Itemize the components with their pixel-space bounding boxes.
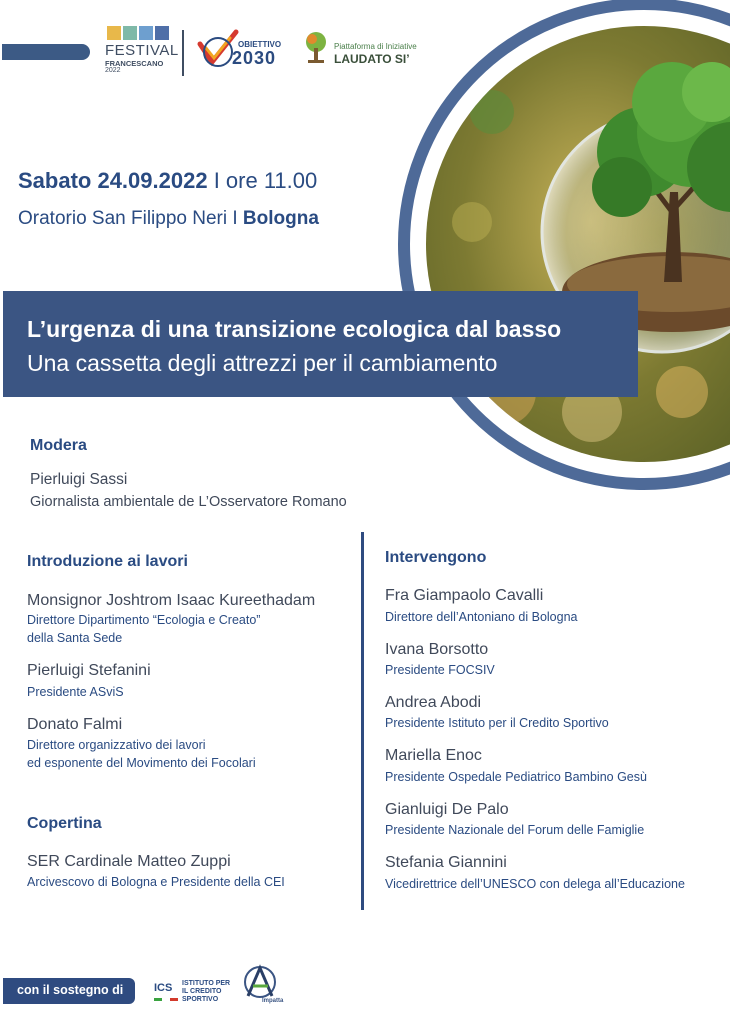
- intro-name-1: Monsignor Joshtrom Isaac Kureethadam: [27, 592, 316, 609]
- impatta-logo-text: Impatta: [262, 998, 284, 1004]
- event-venue-name: Oratorio San Filippo Neri I: [18, 208, 243, 229]
- event-venue: [18, 208, 319, 230]
- header-accent-pill: [2, 44, 90, 60]
- speaker-role-5: Presidente Nazionale del Forum delle Famiglie: [385, 823, 645, 837]
- laudato-logo-line1: Piattaforma di Iniziative: [334, 42, 417, 51]
- support-label-pill: [3, 978, 135, 1004]
- speaker-name-1: Fra Giampaolo Cavalli: [385, 587, 544, 604]
- speaker-name-6: Stefania Giannini: [385, 854, 507, 871]
- intro-role-3a: Direttore organizzativo dei lavori: [27, 738, 206, 752]
- festival-logo-line1: FESTIVAL: [105, 42, 179, 59]
- speaker-role-1: Direttore dell’Antoniano di Bologna: [385, 610, 578, 624]
- obiettivo-2030-logo: [196, 28, 296, 70]
- intro-role-1a: Direttore Dipartimento “Ecologia e Creato”: [27, 613, 261, 627]
- title-banner: [3, 291, 638, 397]
- event-title: L’urgenza di una transizione ecologica dal basso: [27, 316, 562, 342]
- modera-role: Giornalista ambientale de L’Osservatore Romano: [30, 494, 347, 510]
- copertina-heading: Copertina: [27, 815, 102, 832]
- column-divider: [361, 532, 364, 910]
- event-time: I ore 11.00: [207, 168, 318, 193]
- intro-role-3b: ed esponente del Movimento dei Focolari: [27, 756, 256, 770]
- obiettivo-logo-line1: OBIETTIVO: [238, 40, 282, 49]
- intro-name-2: Pierluigi Stefanini: [27, 662, 151, 679]
- copertina-role: Arcivescovo di Bologna e Presidente della CEI: [27, 875, 285, 889]
- logo-divider: [182, 30, 184, 76]
- copertina-name: SER Cardinale Matteo Zuppi: [27, 853, 231, 870]
- speaker-role-3: Presidente Istituto per il Credito Sportivo: [385, 716, 609, 730]
- speaker-name-2: Ivana Borsotto: [385, 641, 489, 658]
- laudato-logo-line2: LAUDATO SI’: [334, 52, 410, 66]
- ics-flag: [154, 998, 178, 1001]
- festival-logo-line2: FRANCESCANO: [105, 59, 164, 68]
- ics-logo-text: ISTITUTO PER IL CREDITO SPORTIVO: [182, 980, 231, 1003]
- intro-role-2: Presidente ASviS: [27, 685, 124, 699]
- festival-logo-blocks: [107, 26, 169, 40]
- ics-logo: [150, 976, 240, 1008]
- speaker-name-5: Gianluigi De Palo: [385, 801, 509, 818]
- modera-heading: Modera: [30, 437, 87, 454]
- speaker-role-4: Presidente Ospedale Pediatrico Bambino Gesù: [385, 770, 647, 784]
- speaker-role-2: Presidente FOCSIV: [385, 663, 495, 677]
- festival-logo-line3: 2022: [105, 67, 121, 74]
- tree-globe-image: [382, 0, 730, 502]
- speaker-name-4: Mariella Enoc: [385, 747, 482, 764]
- event-city: Bologna: [242, 208, 319, 229]
- speaker-role-6: Vicedirettrice dell’UNESCO con delega all’Educazione: [385, 877, 685, 891]
- obiettivo-logo-line2: 2030: [232, 48, 277, 68]
- event-subtitle: Una cassetta degli attrezzi per il cambiamento: [27, 350, 498, 376]
- modera-name: Pierluigi Sassi: [30, 471, 128, 488]
- event-date-time: [18, 168, 317, 194]
- speaker-name-3: Andrea Abodi: [385, 694, 482, 711]
- intervengono-heading: Intervengono: [385, 549, 487, 566]
- impatta-mark-icon: [240, 962, 284, 1002]
- festival-francescano-logo: [105, 26, 179, 76]
- introduzione-heading: Introduzione ai lavori: [27, 553, 188, 570]
- ics-logo-mark: ICS: [154, 982, 173, 994]
- laudato-tree-icon: [302, 30, 330, 66]
- event-date: Sabato 24.09.2022: [18, 168, 208, 193]
- impatta-logo: [240, 962, 302, 1016]
- intro-role-1b: della Santa Sede: [27, 631, 123, 645]
- support-label: con il sostegno di: [17, 983, 124, 997]
- intro-name-3: Donato Falmi: [27, 716, 123, 733]
